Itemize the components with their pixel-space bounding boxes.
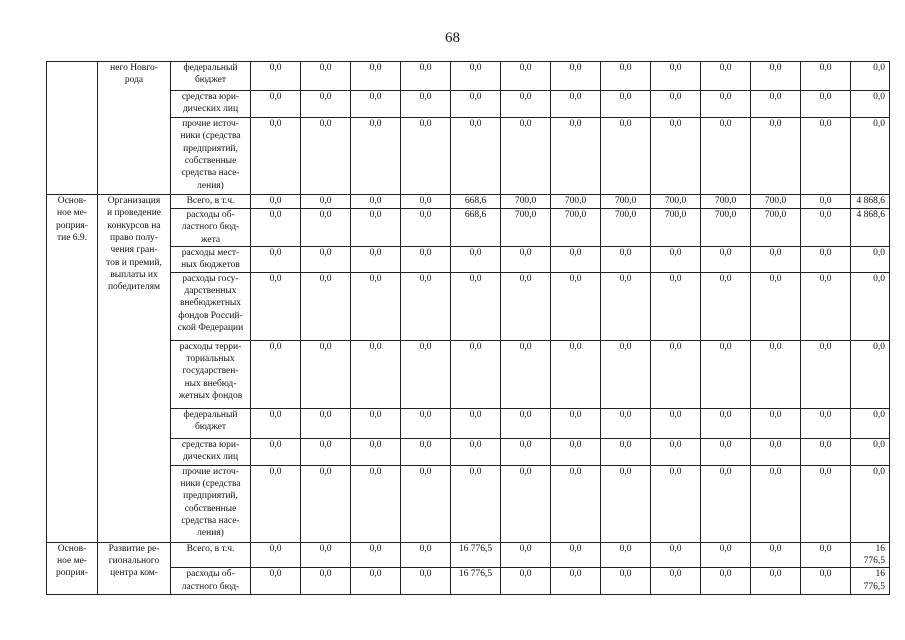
year-value-cell: 0,0 [351,247,401,273]
year-value-cell: 0,0 [401,118,451,195]
year-value-cell: 0,0 [651,542,701,568]
funding-source-cell: Всего, в т.ч. [171,195,251,209]
funding-source-cell: расходы об- ластного бюд- [171,568,251,595]
year-value-cell: 0,0 [301,91,351,118]
year-value-cell: 0,0 [251,195,301,209]
year-value-cell: 0,0 [351,542,401,568]
year-value-cell: 0,0 [801,118,851,195]
year-value-cell: 0,0 [451,438,501,465]
year-value-cell: 0,0 [801,465,851,542]
total-value-cell: 0,0 [851,62,890,91]
year-value-cell: 0,0 [401,542,451,568]
year-value-cell: 0,0 [551,62,601,91]
year-value-cell: 700,0 [601,195,651,209]
year-value-cell: 0,0 [751,91,801,118]
year-value-cell: 0,0 [651,62,701,91]
year-value-cell: 0,0 [501,91,551,118]
year-value-cell: 0,0 [351,209,401,247]
year-value-cell: 0,0 [551,568,601,595]
budget-table-body [47,62,890,595]
year-value-cell: 0,0 [351,438,401,465]
year-value-cell: 700,0 [551,209,601,247]
year-value-cell: 0,0 [551,542,601,568]
year-value-cell: 0,0 [751,340,801,408]
year-value-cell: 0,0 [751,438,801,465]
year-value-cell: 0,0 [451,340,501,408]
year-value-cell: 700,0 [701,209,751,247]
year-value-cell: 0,0 [401,465,451,542]
year-value-cell: 0,0 [651,568,701,595]
year-value-cell: 0,0 [301,209,351,247]
year-value-cell: 0,0 [751,247,801,273]
year-value-cell: 0,0 [351,340,401,408]
year-value-cell: 0,0 [751,118,801,195]
year-value-cell: 0,0 [301,272,351,340]
year-value-cell: 668,6 [451,209,501,247]
year-value-cell: 0,0 [251,272,301,340]
year-value-cell: 0,0 [651,438,701,465]
year-value-cell: 0,0 [601,118,651,195]
year-value-cell: 0,0 [601,247,651,273]
year-value-cell: 0,0 [801,340,851,408]
year-value-cell: 0,0 [251,247,301,273]
total-value-cell: 0,0 [851,465,890,542]
year-value-cell: 0,0 [501,62,551,91]
table-row [47,340,890,408]
year-value-cell: 0,0 [701,568,751,595]
year-value-cell: 700,0 [551,195,601,209]
year-value-cell: 0,0 [251,542,301,568]
year-value-cell: 0,0 [601,465,651,542]
year-value-cell: 0,0 [601,91,651,118]
year-value-cell: 0,0 [501,408,551,438]
measure-name-cell: Организация и проведение конкурсов на право полу- чения гран- тов и премий, выплаты их победителям [98,195,171,543]
year-value-cell: 0,0 [801,209,851,247]
year-value-cell: 0,0 [301,542,351,568]
year-value-cell: 0,0 [501,568,551,595]
year-value-cell: 0,0 [301,340,351,408]
year-value-cell: 0,0 [401,195,451,209]
year-value-cell: 0,0 [701,272,751,340]
funding-source-cell: расходы госу- дарственных внебюджетных фондов Россий- ской Федерации [171,272,251,340]
year-value-cell: 0,0 [701,465,751,542]
funding-source-cell: федеральный бюджет [171,408,251,438]
year-value-cell: 0,0 [551,91,601,118]
year-value-cell: 0,0 [351,195,401,209]
page-number: 68 [445,30,460,46]
total-value-cell: 16 776,5 [851,568,890,595]
year-value-cell: 0,0 [501,438,551,465]
year-value-cell: 0,0 [551,408,601,438]
year-value-cell: 0,0 [451,272,501,340]
year-value-cell: 0,0 [251,438,301,465]
year-value-cell: 0,0 [451,247,501,273]
year-value-cell: 700,0 [651,195,701,209]
table-row [47,195,890,209]
year-value-cell: 0,0 [701,247,751,273]
table-row [47,542,890,568]
year-value-cell: 0,0 [401,438,451,465]
year-value-cell: 0,0 [451,408,501,438]
funding-source-cell: средства юри- дических лиц [171,438,251,465]
year-value-cell: 0,0 [301,62,351,91]
year-value-cell: 0,0 [251,568,301,595]
measure-name-cell: него Новго- рода [98,62,171,195]
total-value-cell: 0,0 [851,91,890,118]
year-value-cell: 0,0 [301,118,351,195]
year-value-cell: 0,0 [351,118,401,195]
year-value-cell: 0,0 [451,118,501,195]
funding-source-cell: федеральный бюджет [171,62,251,91]
table-row [47,438,890,465]
year-value-cell: 0,0 [301,195,351,209]
year-value-cell: 0,0 [701,340,751,408]
year-value-cell: 0,0 [701,62,751,91]
year-value-cell: 0,0 [801,91,851,118]
year-value-cell: 0,0 [751,62,801,91]
year-value-cell: 0,0 [401,209,451,247]
year-value-cell: 668,6 [451,195,501,209]
funding-source-cell: прочие источ- ники (средства предприятий, собственные средства насе- ления) [171,465,251,542]
measure-code-cell [47,62,98,195]
year-value-cell: 0,0 [801,438,851,465]
year-value-cell: 0,0 [401,91,451,118]
year-value-cell: 16 776,5 [451,568,501,595]
table-row [47,272,890,340]
measure-code-cell: Основ- ное ме- роприя- тие 6.9. [47,195,98,543]
total-value-cell: 0,0 [851,438,890,465]
year-value-cell: 0,0 [401,408,451,438]
year-value-cell: 0,0 [251,209,301,247]
table-row [47,568,890,595]
year-value-cell: 0,0 [401,340,451,408]
year-value-cell: 0,0 [551,247,601,273]
total-value-cell: 16 776,5 [851,542,890,568]
year-value-cell: 700,0 [701,195,751,209]
year-value-cell: 0,0 [751,465,801,542]
measure-name-cell: Развитие ре- гионального центра ком- [98,542,171,595]
year-value-cell: 0,0 [401,272,451,340]
year-value-cell: 0,0 [301,465,351,542]
year-value-cell: 0,0 [301,438,351,465]
year-value-cell: 0,0 [601,408,651,438]
year-value-cell: 0,0 [801,62,851,91]
year-value-cell: 0,0 [501,340,551,408]
year-value-cell: 0,0 [751,272,801,340]
year-value-cell: 0,0 [501,542,551,568]
year-value-cell: 0,0 [601,340,651,408]
total-value-cell: 0,0 [851,272,890,340]
year-value-cell: 0,0 [351,408,401,438]
total-value-cell: 4 868,6 [851,209,890,247]
year-value-cell: 0,0 [401,62,451,91]
year-value-cell: 0,0 [751,408,801,438]
year-value-cell: 700,0 [601,209,651,247]
year-value-cell: 0,0 [701,91,751,118]
year-value-cell: 0,0 [601,62,651,91]
total-value-cell: 0,0 [851,118,890,195]
year-value-cell: 0,0 [701,118,751,195]
funding-source-cell: расходы терри- ториальных государствен- ных внебюд- жетных фондов [171,340,251,408]
year-value-cell: 0,0 [301,568,351,595]
total-value-cell: 0,0 [851,340,890,408]
year-value-cell: 0,0 [451,91,501,118]
year-value-cell: 0,0 [651,465,701,542]
year-value-cell: 0,0 [801,247,851,273]
table-row [47,247,890,273]
year-value-cell: 0,0 [351,91,401,118]
year-value-cell: 0,0 [801,568,851,595]
year-value-cell: 0,0 [651,272,701,340]
total-value-cell: 0,0 [851,408,890,438]
table-row [47,62,890,91]
year-value-cell: 0,0 [801,542,851,568]
year-value-cell: 0,0 [351,465,401,542]
year-value-cell: 0,0 [751,568,801,595]
year-value-cell: 0,0 [551,438,601,465]
year-value-cell: 0,0 [551,272,601,340]
table-row [47,209,890,247]
funding-source-cell: прочие источ- ники (средства предприятий, собственные средства насе- ления) [171,118,251,195]
year-value-cell: 0,0 [701,408,751,438]
funding-source-cell: Всего, в т.ч. [171,542,251,568]
year-value-cell: 16 776,5 [451,542,501,568]
year-value-cell: 0,0 [551,465,601,542]
year-value-cell: 0,0 [301,408,351,438]
year-value-cell: 0,0 [251,408,301,438]
funding-source-cell: расходы мест- ных бюджетов [171,247,251,273]
table-row [47,408,890,438]
year-value-cell: 0,0 [451,62,501,91]
year-value-cell: 0,0 [801,272,851,340]
year-value-cell: 0,0 [351,272,401,340]
budget-table [46,61,890,595]
year-value-cell: 0,0 [601,272,651,340]
year-value-cell: 0,0 [251,91,301,118]
total-value-cell: 0,0 [851,247,890,273]
year-value-cell: 0,0 [251,62,301,91]
year-value-cell: 0,0 [701,438,751,465]
year-value-cell: 700,0 [751,195,801,209]
year-value-cell: 0,0 [801,195,851,209]
year-value-cell: 0,0 [351,568,401,595]
year-value-cell: 0,0 [651,247,701,273]
year-value-cell: 0,0 [501,247,551,273]
year-value-cell: 0,0 [501,272,551,340]
year-value-cell: 700,0 [751,209,801,247]
table-row [47,465,890,542]
year-value-cell: 700,0 [501,209,551,247]
year-value-cell: 0,0 [551,340,601,408]
year-value-cell: 0,0 [601,438,651,465]
year-value-cell: 0,0 [501,465,551,542]
year-value-cell: 0,0 [651,118,701,195]
year-value-cell: 0,0 [301,247,351,273]
year-value-cell: 0,0 [751,542,801,568]
year-value-cell: 0,0 [651,91,701,118]
year-value-cell: 700,0 [651,209,701,247]
table-row [47,118,890,195]
year-value-cell: 0,0 [251,465,301,542]
total-value-cell: 4 868,6 [851,195,890,209]
year-value-cell: 0,0 [601,542,651,568]
measure-code-cell: Основ- ное ме- роприя- [47,542,98,595]
year-value-cell: 0,0 [251,118,301,195]
funding-source-cell: средства юри- дических лиц [171,91,251,118]
year-value-cell: 700,0 [501,195,551,209]
year-value-cell: 0,0 [401,247,451,273]
funding-source-cell: расходы об- ластного бюд- жета [171,209,251,247]
year-value-cell: 0,0 [651,408,701,438]
year-value-cell: 0,0 [351,62,401,91]
year-value-cell: 0,0 [801,408,851,438]
year-value-cell: 0,0 [701,542,751,568]
year-value-cell: 0,0 [451,465,501,542]
year-value-cell: 0,0 [501,118,551,195]
year-value-cell: 0,0 [651,340,701,408]
year-value-cell: 0,0 [251,340,301,408]
year-value-cell: 0,0 [601,568,651,595]
year-value-cell: 0,0 [401,568,451,595]
table-row [47,91,890,118]
year-value-cell: 0,0 [551,118,601,195]
